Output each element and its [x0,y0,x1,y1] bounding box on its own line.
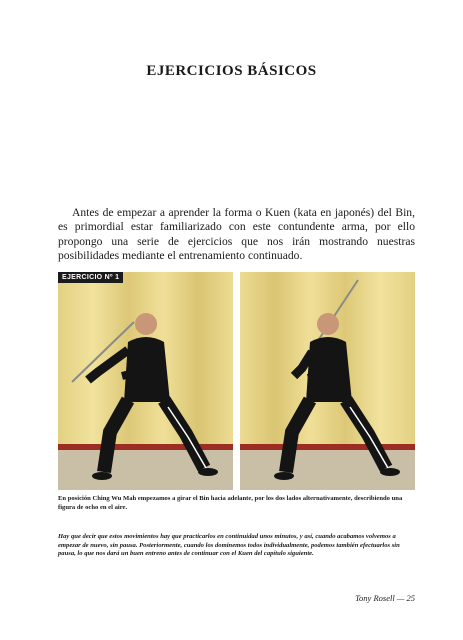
photo-right [240,272,415,490]
photo-right-illustration [240,272,415,490]
practice-note: Hay que decir que estos movimientos hay que practicarlos en continuidad unos minutos, y así, cuando acabamos volvemos a empezar de nuevo, sin pausa. Posteriormente, cuando los dominemos todos individualmente, podemos también efectuarlos sin pausa, lo que nos dará un buen entreno antes de continuar con el Kuen del capítulo siguiente. [58,533,400,558]
exercise-figure [58,272,415,490]
intro-paragraph: Antes de empezar a aprender la forma o Kuen (kata en japonés) del Bin, es primordial estar familiarizado con este contundente arma, por ello propongo una serie de ejercicios que nos irán mostrando nuestras posibilidades mediante el entrenamiento continuado. [58,206,415,263]
figure-caption: En posición Ching Wu Mah empezamos a girar el Bin hacia adelante, por los dos lados alternativamente, describiendo una figura de ocho en el aire. [58,495,403,511]
exercise-label: EJERCICIO Nº 1 [58,272,123,283]
page-footer: Tony Rosell — 25 [355,593,415,603]
photo-left-illustration [58,272,233,490]
page-title: EJERCICIOS BÁSICOS [146,63,317,79]
photo-left [58,272,233,490]
